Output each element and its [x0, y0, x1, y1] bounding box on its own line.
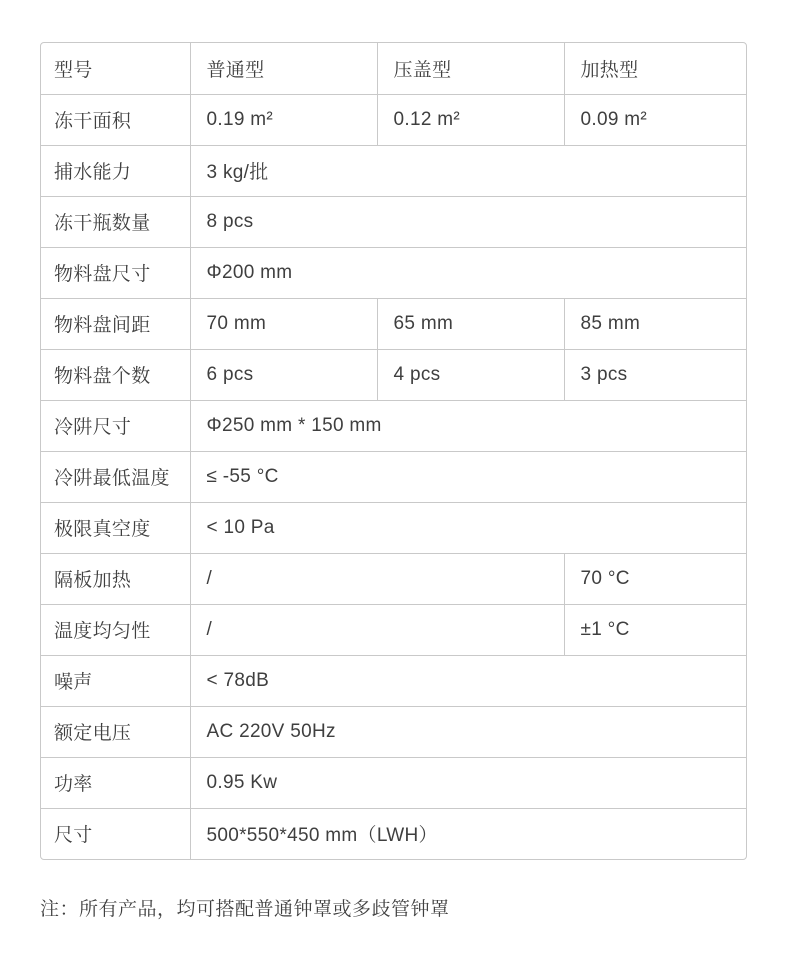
value-cell: 6 pcs: [190, 349, 377, 400]
value-cell: 0.09 m²: [564, 94, 747, 145]
value-cell: /: [190, 604, 564, 655]
value-cell: 70 °C: [564, 553, 747, 604]
table-row: [41, 196, 747, 247]
value-cell: < 78dB: [190, 655, 747, 706]
table-row: [41, 298, 747, 349]
row-label-cell: 冻干瓶数量: [41, 196, 190, 247]
row-label-cell: 冷阱尺寸: [41, 400, 190, 451]
table-row: [41, 757, 747, 808]
row-label-cell: 功率: [41, 757, 190, 808]
value-cell: Φ250 mm * 150 mm: [190, 400, 747, 451]
table-row: [41, 706, 747, 757]
table-row: [41, 502, 747, 553]
value-cell: AC 220V 50Hz: [190, 706, 747, 757]
value-cell: 500*550*450 mm（LWH）: [206, 825, 438, 847]
value-cell: ±1 °C: [564, 604, 747, 655]
table-row: [41, 655, 747, 706]
value-cell: 压盖型: [377, 43, 564, 94]
value-cell: 普通型: [190, 43, 377, 94]
row-label-cell: 物料盘尺寸: [41, 247, 190, 298]
row-label-cell: 捕水能力: [41, 145, 190, 196]
value-cell: 加热型: [564, 43, 747, 94]
value-cell: 3 kg/批: [190, 145, 747, 196]
table-row: [41, 349, 747, 400]
table-row: [41, 604, 747, 655]
table-row: [41, 247, 747, 298]
table-row: [41, 400, 747, 451]
value-cell: /: [190, 553, 564, 604]
table-row: [41, 94, 747, 145]
table-note: 注：所有产品，均可搭配普通钟罩或多歧管钟罩: [40, 899, 450, 920]
row-label-cell: 型号: [41, 43, 190, 94]
row-label-cell: 额定电压: [41, 706, 190, 757]
value-cell: Φ200 mm: [190, 247, 747, 298]
spec-table-body: [41, 43, 747, 859]
value-cell: 8 pcs: [190, 196, 747, 247]
value-cell: 0.95 Kw: [190, 757, 747, 808]
value-cell: 3 pcs: [564, 349, 747, 400]
row-label-cell: 尺寸: [41, 808, 190, 859]
value-cell: ≤ -55 °C: [190, 451, 747, 502]
row-label-cell: 物料盘间距: [41, 298, 190, 349]
spec-table: [41, 43, 747, 859]
row-label-cell: 温度均匀性: [41, 604, 190, 655]
row-label-cell: 冻干面积: [41, 94, 190, 145]
row-label-cell: 隔板加热: [41, 553, 190, 604]
table-row: [41, 451, 747, 502]
spec-table-container: [40, 42, 747, 860]
value-cell: < 10 Pa: [190, 502, 747, 553]
value-cell: 4 pcs: [377, 349, 564, 400]
header-row: [41, 43, 747, 94]
value-cell: 85 mm: [564, 298, 747, 349]
table-row: [41, 808, 747, 859]
value-cell: 65 mm: [377, 298, 564, 349]
row-label-cell: 噪声: [41, 655, 190, 706]
table-row: [41, 553, 747, 604]
row-label-cell: 冷阱最低温度: [41, 451, 190, 502]
row-label-cell: 物料盘个数: [41, 349, 190, 400]
value-cell: 0.12 m²: [377, 94, 564, 145]
value-cell: 70 mm: [190, 298, 377, 349]
row-label-cell: 极限真空度: [41, 502, 190, 553]
table-row: [41, 145, 747, 196]
value-cell: 0.19 m²: [190, 94, 377, 145]
